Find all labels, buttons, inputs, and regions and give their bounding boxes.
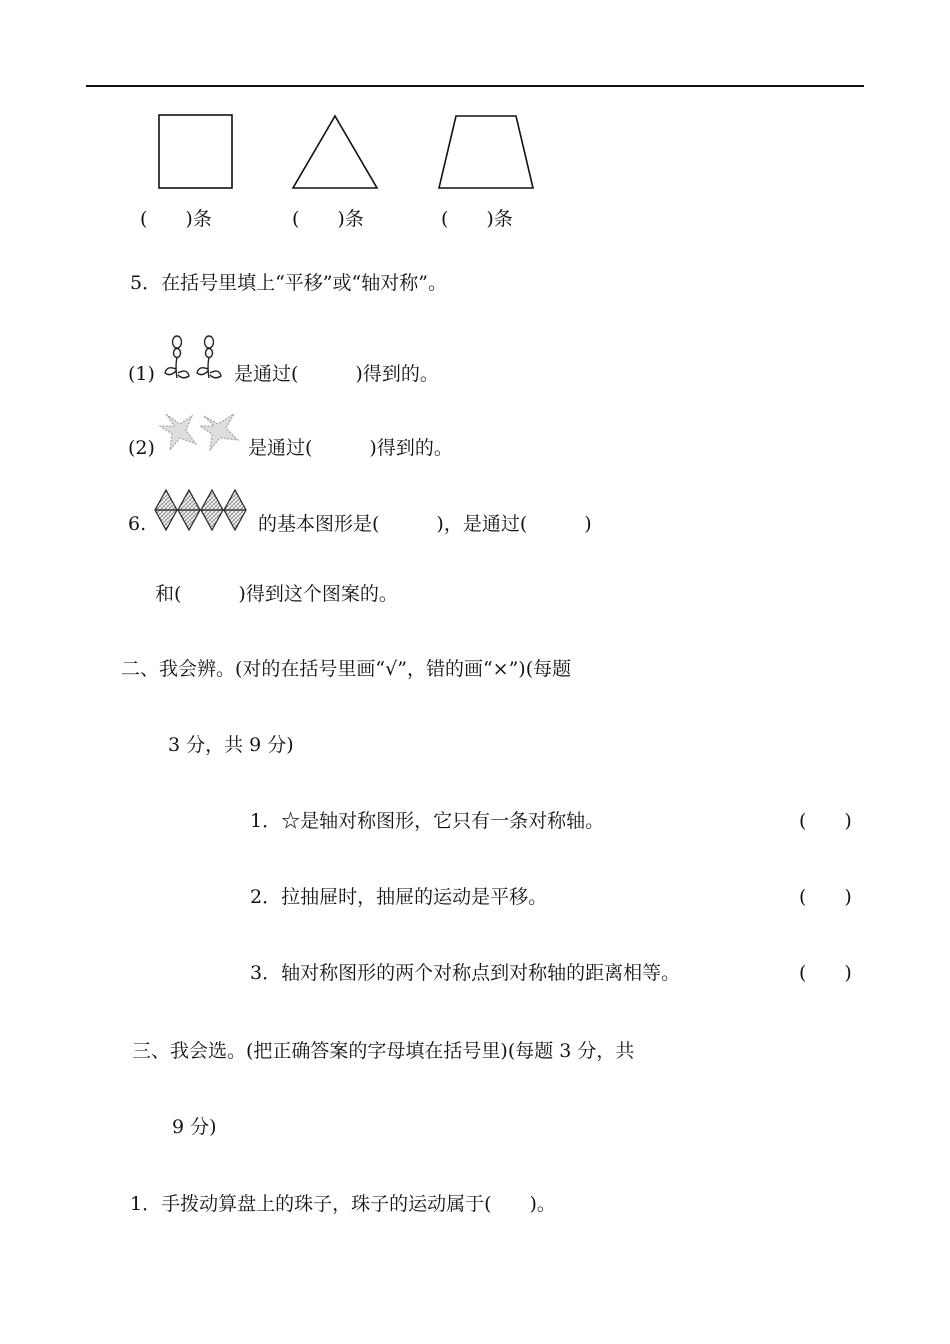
section3-heading: 三、我会选。(把正确答案的字母填在括号里)(每题 3 分，共 [132,1040,635,1062]
square-shape [157,113,235,191]
section2-item3-answer: ( ) [799,962,852,984]
trapezoid-shape [436,113,536,191]
section3-heading-cont: 9 分) [172,1116,217,1138]
section2-item1-answer: ( ) [799,810,852,832]
square-answer-label: ( )条 [140,208,212,230]
star-pair-icon [158,410,242,454]
q6-number: 6. [128,513,147,535]
q5-item1-text: 是通过( )得到的。 [234,363,439,385]
q5-prompt: 5．在括号里填上“平移”或“轴对称”。 [130,272,447,294]
section3-q1: 1．手拨动算盘上的珠子，珠子的运动属于( )。 [130,1193,556,1215]
triangle-answer-label: ( )条 [292,208,364,230]
section2-heading-cont: 3 分，共 9 分) [168,734,294,756]
header-rule [86,85,864,87]
flower-pair-icon [160,333,228,383]
section2-item2-answer: ( ) [799,886,852,908]
q5-item2-text: 是通过( )得到的。 [248,437,453,459]
q6-line1: 的基本图形是( )，是通过( ) [258,513,592,535]
triangle-shape [290,113,380,191]
trapezoid-answer-label: ( )条 [441,208,513,230]
section2-heading: 二、我会辨。(对的在括号里画“√”，错的画“×”)(每题 [121,658,572,680]
section2-item1: 1．☆是轴对称图形，它只有一条对称轴。 [250,810,605,832]
q6-line2: 和( )得到这个图案的。 [155,583,398,605]
q5-item1-number: (1) [128,363,155,385]
section2-item2: 2．拉抽屉时，抽屉的运动是平移。 [250,886,548,908]
section2-item3: 3．轴对称图形的两个对称点到对称轴的距离相等。 [250,962,681,984]
rhombus-pattern-icon [154,488,248,532]
q5-item2-number: (2) [128,437,155,459]
